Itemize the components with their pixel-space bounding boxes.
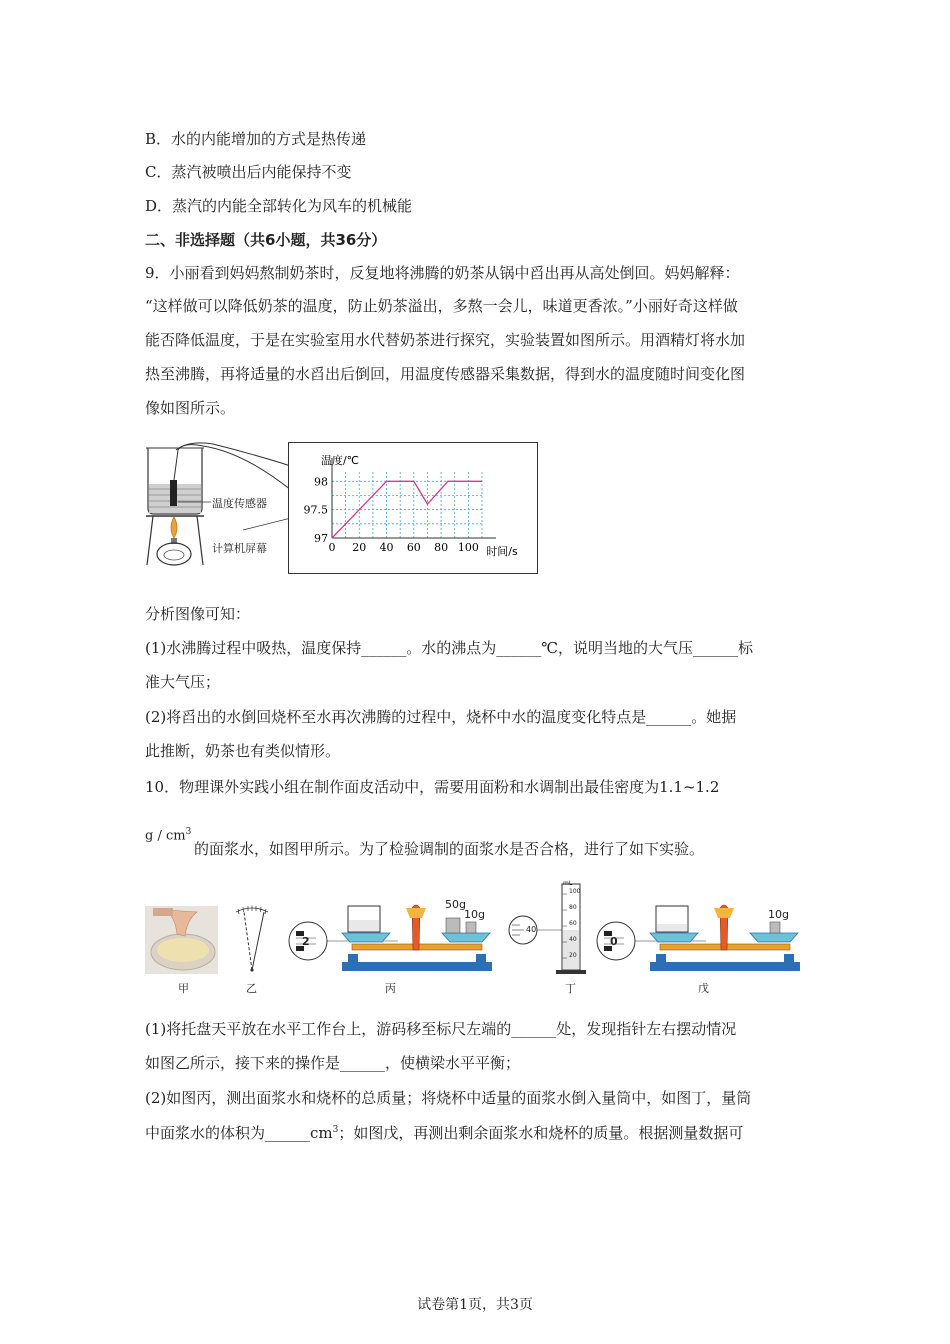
q9-line2: “这样做可以降低奶茶的温度，防止奶茶溢出，多熬一会儿，味道更香浓。”小丽好奇这样做: [145, 297, 738, 315]
q10-part1-line2: 如图乙所示，接下来的操作是______，使横梁水平平衡；: [145, 1054, 521, 1072]
q10-part2-line1: (2)如图丙，测出面浆水和烧杯的总质量；将烧杯中适量的面浆水倒入量筒中，如图丁，量筒: [145, 1089, 752, 1107]
option-b: B．水的内能增加的方式是热传递: [145, 130, 367, 148]
chart-x-tick-label: 100: [457, 541, 479, 554]
fig-label-wu: 戊: [698, 982, 709, 995]
chart-x-tick-label: 20: [352, 541, 367, 554]
fig-label-yi: 乙: [246, 982, 257, 995]
pointer-swing-figure: [230, 900, 274, 976]
rider-reading-wu: 0: [610, 935, 618, 948]
rider-reading-bing: 2: [302, 935, 310, 948]
chart-y-tick-label: 97.5: [303, 503, 328, 517]
fig-label-ding: 丁: [565, 982, 576, 995]
chart-xlabel: 时间/s: [486, 545, 518, 558]
chart-y-tick-label: 98: [314, 475, 328, 489]
sensor-label: 温度传感器: [212, 497, 267, 510]
cylinder-tick-20: 20: [569, 952, 577, 959]
density-unit: g / $cm^3$: [145, 827, 192, 844]
screen-label: 计算机屏幕: [212, 542, 267, 555]
chart-ylabel: 温度/℃: [320, 454, 360, 467]
chart-x-tick-label: 80: [434, 541, 449, 554]
page-footer: 试卷第1页，共3页: [417, 1297, 533, 1313]
q9-line3: 能否降低温度，于是在实验室用水代替奶茶进行探究，实验装置如图所示。用酒精灯将水加: [145, 331, 746, 349]
fig-label-jia: 甲: [178, 982, 189, 995]
chart-y-tick-label: 97: [314, 532, 328, 545]
cylinder-tick-60: 60: [569, 920, 577, 927]
option-d: D．蒸汽的内能全部转化为风车的机械能: [145, 197, 413, 215]
chart-x-tick-label: 60: [406, 541, 421, 554]
q9-part1-line1: (1)水沸腾过程中吸热，温度保持______。水的沸点为______℃，说明当地的大气压______标: [145, 639, 754, 657]
fig-label-bing: 丙: [385, 982, 396, 995]
q9-line1: 9．小丽看到妈妈熬制奶茶时，反复地将沸腾的奶茶从锅中舀出再从高处倒回。妈妈解释：: [145, 264, 740, 282]
q9-line4: 热至沸腾，再将适量的水舀出后倒回，用温度传感器采集数据，得到水的温度随时间变化图: [145, 365, 746, 383]
batter-photo: [145, 906, 218, 974]
cylinder-unit: mL: [563, 880, 573, 887]
cylinder-zoom-reading: 40: [526, 925, 537, 934]
chart-x-tick-label: 40: [379, 541, 394, 554]
weight-50g-label: 50g: [445, 898, 466, 911]
q10-line1: 10．物理课外实践小组在制作面皮活动中，需要用面粉和水调制出最佳密度为1.1~1.2: [145, 778, 720, 796]
cylinder-tick-100: 100: [569, 888, 581, 895]
q9-part2-line1: (2)将舀出的水倒回烧杯至水再次沸腾的过程中，烧杯中水的温度变化特点是______。她据: [145, 708, 737, 726]
cylinder-tick-40: 40: [569, 936, 577, 943]
q9-analysis: 分析图像可知：: [145, 605, 251, 623]
option-c: C．蒸汽被喷出后内能保持不变: [145, 163, 352, 181]
weight-wu-label: 10g: [768, 908, 789, 921]
weight-10g-label: 10g: [464, 908, 485, 921]
q9-part1-line2: 准大气压；: [145, 673, 221, 691]
graduated-cylinder-figure: [506, 880, 586, 980]
q10-line2: 的面浆水，如图甲所示。为了检验调制的面浆水是否合格，进行了如下实验。: [194, 840, 705, 858]
q9-part2-line2: 此推断，奶茶也有类似情形。: [145, 742, 341, 760]
q10-part2-line2: 中面浆水的体积为$\_\_\_\_\_\_cm^3$；如图戊，再测出剩余面浆水和烧杯的质量。根据测量数据可: [145, 1124, 744, 1142]
q9-line5: 像如图所示。: [145, 399, 236, 417]
cylinder-tick-80: 80: [569, 904, 577, 911]
q10-part1-line1: (1)将托盘天平放在水平工作台上，游码移至标尺左端的______处，发现指针左右摆动情况: [145, 1020, 737, 1038]
chart-x-tick-label: 0: [328, 541, 336, 554]
section-title: 二、非选择题（共6小题，共36分）: [145, 231, 387, 249]
temperature-time-chart: [288, 442, 538, 574]
